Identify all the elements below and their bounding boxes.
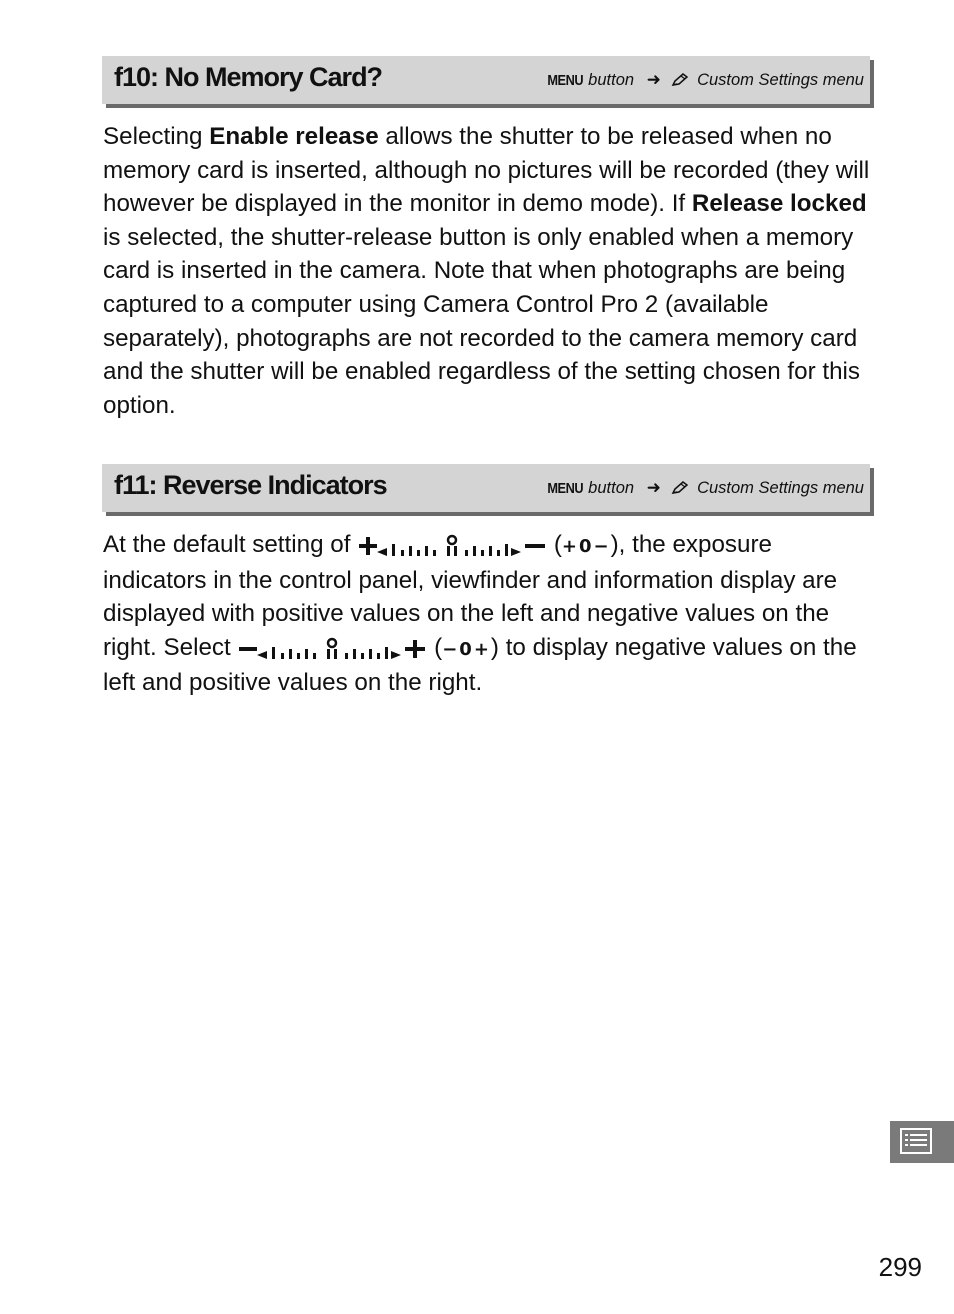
plus-zero-minus-symbol: +0− <box>561 536 611 557</box>
menu-button-word: button <box>588 71 635 89</box>
exposure-indicator-plus-left-icon <box>357 534 547 558</box>
exposure-indicator-minus-left-icon <box>237 637 427 661</box>
body-text: is selected, the shutter-release button is only enabled when a memory card is inserted in the camera. Note that when photographs are being captured to a computer using Camera Control Pro 2 (available separately), photographs are not recorded to the camera memory card and the shutter will be enabled regardless of the setting chosen for this option. <box>103 223 860 419</box>
menu-name: Custom Settings menu <box>697 479 864 497</box>
section-body-f11: At the default setting of (+0−), the exposure indicators in the control panel, viewfinder and information display are displayed with positive values on the left and negative values on the right. Select (−0+) to display negative values on the left and positive values on the right. <box>103 531 857 697</box>
arrow-icon: ➜ <box>646 478 661 497</box>
section-title: f10: No Memory Card? <box>114 62 383 92</box>
menu-name: Custom Settings menu <box>697 71 864 89</box>
side-tab <box>890 1121 954 1163</box>
page-number: 299 <box>878 1252 922 1282</box>
section-header-f10 <box>102 56 870 104</box>
menu-path <box>541 478 864 498</box>
pencil-icon <box>671 73 689 87</box>
body-text: At the default setting of <box>103 531 358 558</box>
menu-key-label: MENU <box>547 72 584 89</box>
menu-list-icon <box>899 1127 939 1157</box>
body-text: allows the shutter to be released when no memory card is inserted, although no pictures will be recorded (they will however be displayed in the monitor in demo mode). If <box>103 123 870 218</box>
section-header-f11 <box>102 464 870 512</box>
section-body-f10 <box>103 120 878 422</box>
option-enable-release: Enable release <box>209 123 379 150</box>
body-text: Selecting <box>103 123 210 150</box>
menu-path <box>541 70 864 90</box>
option-release-locked: Release locked <box>691 190 867 218</box>
pencil-icon <box>671 481 689 495</box>
minus-zero-plus-symbol: −0+ <box>442 638 491 660</box>
menu-key-label: MENU <box>547 480 584 497</box>
body-text: ) to display negative values on the left and positive values on the right. <box>103 633 857 697</box>
body-text: ), the exposure indicators in the control panel, viewfinder and information display are displayed with positive values on the left and negative values on the right. Select <box>103 531 838 661</box>
menu-button-word: button <box>588 479 635 497</box>
section-title: f11: Reverse Indicators <box>114 470 387 500</box>
arrow-icon: ➜ <box>646 70 661 89</box>
